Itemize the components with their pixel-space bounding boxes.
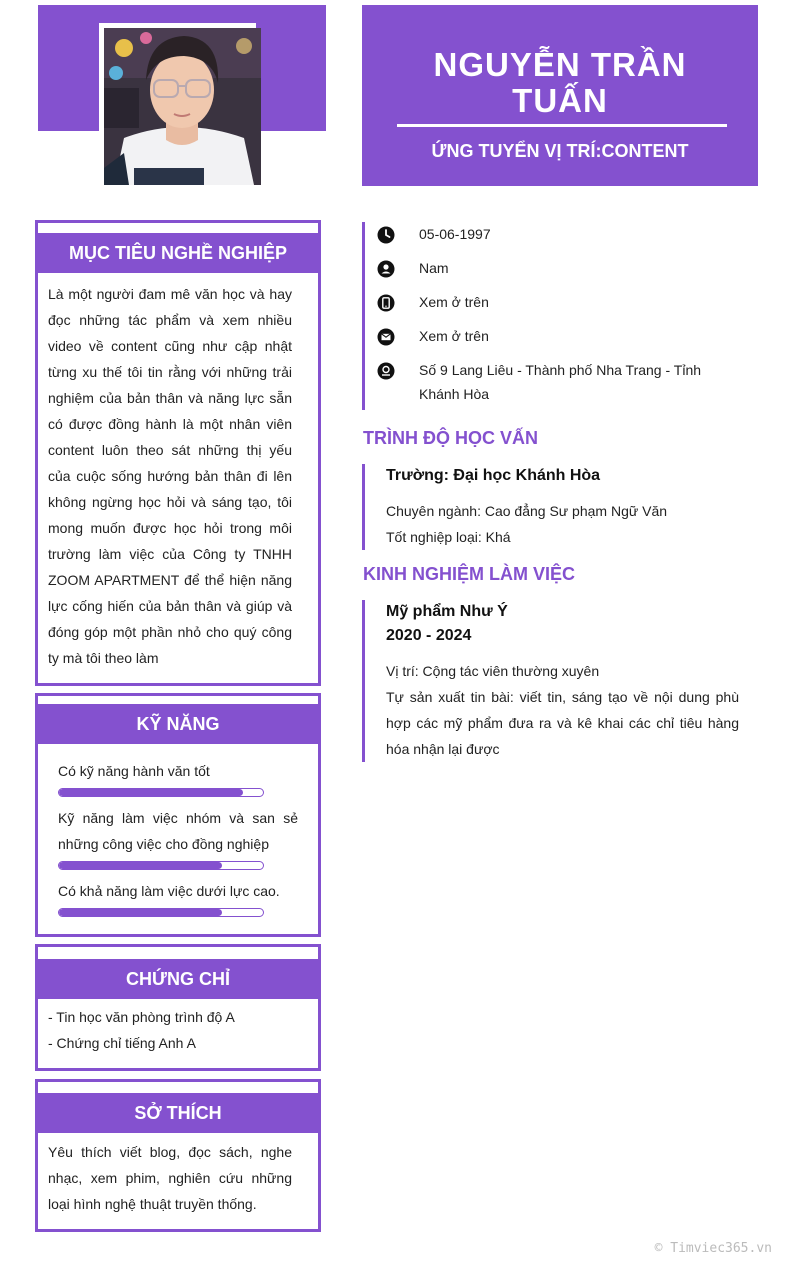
hobbies-text: Yêu thích viết blog, đọc sách, nghe nhạc, xem phim, nghiên cứu những loại hình nghệ thuật truyền thống. — [48, 1144, 292, 1212]
objective-card — [35, 220, 321, 686]
avatar — [104, 28, 261, 185]
applied-position: ỨNG TUYỂN VỊ TRÍ:CONTENT — [431, 141, 689, 161]
objective-text: Là một người đam mê văn học và hay đọc những tác phẩm và xem nhiều video về content cũng như cập nhật từng xu thế tôi tin rằng với những trải nghiệm của bản thân và năng lực sẵn có được đồng hành là một nhân viên content luôn theo sát những thị yếu của cuộc sống hướng bản thân đi lên không ngừng học hỏi và sáng tạo, tôi mong muốn được học hỏi trong môi trường làm việc của Công ty TNHH ZOOM APARTMENT để thể hiện năng lực cống hiến của bản thân và giúp và đóng góp một phần nhỏ cho quý công ty mà tôi theo làm — [48, 286, 292, 666]
header-divider — [397, 124, 727, 127]
experience-title: KINH NGHIỆM LÀM VIỆC — [363, 564, 576, 584]
skill-item — [48, 878, 298, 917]
skill-item — [48, 805, 298, 870]
experience-role: Vị trí: Cộng tác viên thường xuyên — [386, 663, 600, 679]
skill-bar — [58, 788, 264, 797]
header-banner — [362, 5, 758, 186]
certificate-item: - Tin học văn phòng trình độ A — [48, 1009, 235, 1025]
skills-title: KỸ NĂNG — [38, 704, 318, 744]
experience-period: 2020 - 2024 — [386, 627, 472, 644]
objective-title: MỤC TIÊU NGHỀ NGHIỆP — [38, 233, 318, 273]
certificate-item: - Chứng chỉ tiếng Anh A — [48, 1035, 196, 1051]
certificates-list — [48, 1004, 292, 1056]
certificates-title: CHỨNG CHỈ — [38, 959, 318, 999]
candidate-name — [362, 47, 758, 119]
contact-phone — [377, 290, 742, 324]
birthday-value: 05-06-1997 — [419, 226, 491, 242]
education-major: Chuyên ngành: Cao đẳng Sư phạm Ngữ Văn — [386, 503, 668, 519]
name-line-1: NGUYỄN TRẦN — [433, 46, 687, 83]
phone-value: Xem ở trên — [419, 294, 489, 310]
skill-bar-fill — [59, 862, 222, 869]
education-title: TRÌNH ĐỘ HỌC VẤN — [363, 428, 538, 448]
address-line-1: Số 9 Lang Liêu - Thành phố Nha Trang - Tỉnh — [419, 362, 702, 378]
experience-description: Tự sản xuất tin bài: viết tin, sáng tạo về nội dung phù hợp các mỹ phẩm đưa ra và kê khai các chỉ tiêu hàng hóa nhận lại được — [386, 689, 739, 757]
skills-list — [48, 758, 298, 925]
skill-name: Có kỹ năng hành văn tốt — [58, 763, 210, 779]
skill-bar-fill — [59, 789, 243, 796]
clock-icon — [377, 226, 395, 244]
address-value — [419, 358, 701, 406]
contact-birthday — [377, 222, 742, 256]
gender-value: Nam — [419, 260, 449, 276]
hobbies-card — [35, 1079, 321, 1232]
experience-block — [362, 600, 742, 762]
location-icon — [377, 362, 395, 380]
skill-name: Kỹ năng làm việc nhóm và san sẻ những công việc cho đồng nghiệp — [58, 810, 298, 852]
phone-icon — [377, 294, 395, 312]
education-school: Trường: Đại học Khánh Hòa — [386, 467, 601, 484]
skills-card — [35, 693, 321, 937]
skill-item — [48, 758, 298, 797]
education-block — [362, 464, 742, 550]
contact-gender — [377, 256, 742, 290]
mail-icon — [377, 328, 395, 346]
skill-bar-fill — [59, 909, 222, 916]
watermark: © Timviec365.vn — [654, 1241, 772, 1256]
contact-info — [362, 222, 742, 410]
email-value: Xem ở trên — [419, 328, 489, 344]
certificates-card — [35, 944, 321, 1071]
skill-bar — [58, 908, 264, 917]
hobbies-title: SỞ THÍCH — [38, 1093, 318, 1133]
contact-address — [377, 358, 742, 406]
contact-email — [377, 324, 742, 358]
skill-name: Có khả năng làm việc dưới lực cao. — [58, 883, 280, 899]
education-grade: Tốt nghiệp loại: Khá — [386, 529, 511, 545]
user-icon — [377, 260, 395, 278]
name-line-2: TUẤN — [512, 82, 608, 119]
skill-bar — [58, 861, 264, 870]
address-line-2: Khánh Hòa — [419, 386, 490, 402]
experience-company: Mỹ phẩm Như Ý — [386, 603, 508, 620]
